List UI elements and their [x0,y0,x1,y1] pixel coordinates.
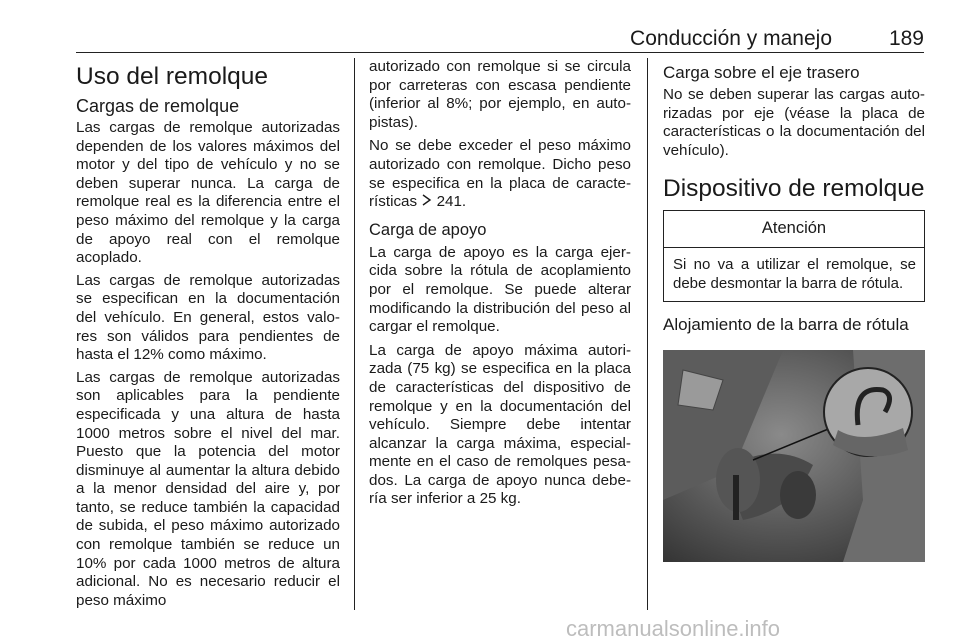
paragraph: Las cargas de remolque autorizadas son aplicables para la pendiente especificada y una altura de hasta 1000 metros sobre el nivel del mar. Puesto que la potencia del motor disminuye al aumentar la altura debido a la menor densidad del aire y, por tanto, se reduce también la capacidad de subida, el peso máximo autorizado con remolque también se reduce un 10% por cada 1000 metros de altura adicional. No es necesario reducir el peso máximo [76,368,340,609]
header-divider [76,52,924,53]
page-header [76,24,924,54]
section-title: Uso del remolque [76,63,269,90]
attention-box [663,210,925,302]
tow-bar-storage-photo [663,350,925,562]
paragraph: Las cargas de remolque autorizadas se especifican en la documentación del vehículo. En general, estos valo- res son válidos para pendientes de hasta el 12% como máximo. [76,271,340,364]
watermark: carmanualsonline.info [566,616,781,641]
paragraph: Las cargas de remolque autorizadas dependen de los valores máximos del motor y del tipo de vehículo y no se deben superar nunca. La carga de remolque real es la diferencia entre el peso máximo del remolque y la carga de apoyo real con el remolque acoplado. [76,119,340,267]
section-title: Dispositivo de remolque [663,175,925,203]
subsection-title: Carga de apoyo [369,220,487,239]
attention-title: Atención [664,211,924,248]
attention-text: Si no va a utilizar el remolque, se debe desmontar la barra de rótula. [673,256,916,292]
column-divider-2 [647,58,648,610]
figure-caption: Alojamiento de la barra de rótula [663,315,909,335]
column-3 [663,58,925,338]
subsection-title: Carga sobre el eje trasero [663,63,860,82]
paragraph: La carga de apoyo es la carga ejer- cida sobre la rótula de acoplamiento por el remolque. Se puede alterar modificando la distribución del peso al cargar el remolque. [369,243,631,336]
header-title: Conducción y manejo [630,27,832,50]
column-divider-1 [354,58,355,610]
paragraph: La carga de apoyo máxima autori- zada (75 kg) se especifica en la placa de características del dispositivo de remolque y en la documentación del vehículo. Siempre debe intentar alcanzar la carga máxima, especial- mente en el caso de remolques pesa- dos. La carga de apoyo nunca debe- ría ser inferior a 25 kg. [369,341,631,508]
paragraph: No se deben superar las cargas auto- rizadas por eje (véase la placa de características o la documentación del vehículo). [663,86,925,159]
paragraph-text: No se debe exceder el peso máximo autorizado con remolque. Dicho peso se especifica en la placa de caracte- rísticas [369,137,631,211]
column-1 [76,58,340,614]
paragraph [369,137,631,211]
page-reference-icon [421,193,432,212]
subsection-title: Cargas de remolque [76,96,240,116]
page-reference[interactable]: 241. [436,193,467,211]
page-number: 189 [888,27,924,50]
column-2 [369,58,631,514]
paragraph: autorizado con remolque si se circula por carreteras con escasa pendiente (inferior al 8%; por ejemplo, en auto- pistas). [369,58,631,131]
